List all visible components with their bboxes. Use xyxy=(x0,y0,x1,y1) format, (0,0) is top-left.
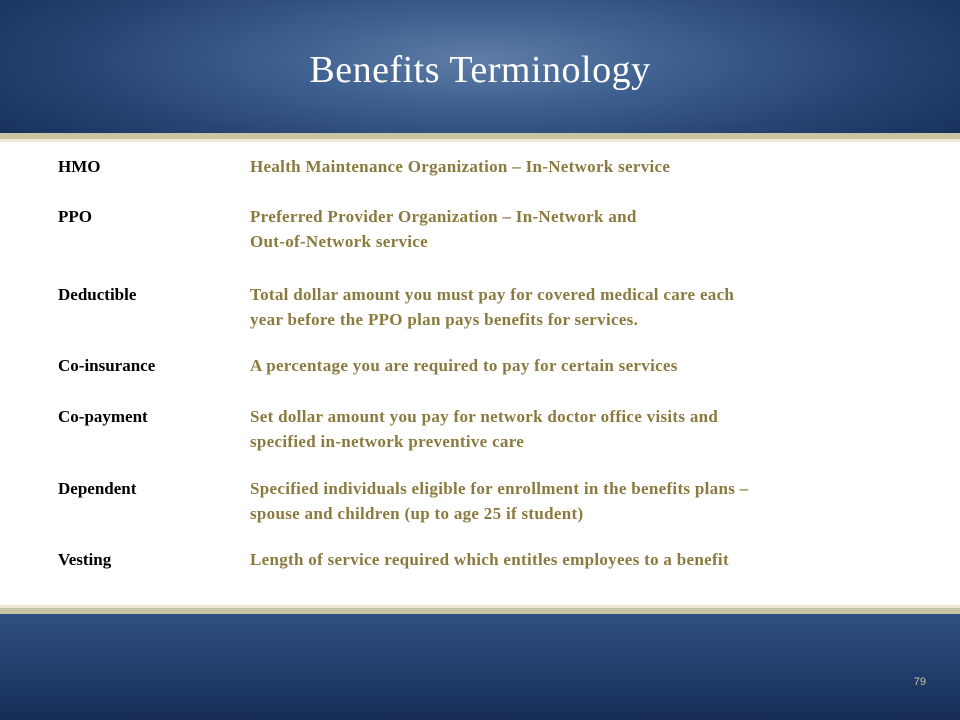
definition-line: Preferred Provider Organization – In-Network and xyxy=(250,207,637,226)
definition-line: Length of service required which entitles employees to a benefit xyxy=(250,550,729,569)
header-divider-light xyxy=(0,139,960,142)
definition-line: Out-of-Network service xyxy=(250,232,428,251)
term-definition xyxy=(250,282,910,332)
definition-line: specified in-network preventive care xyxy=(250,432,525,451)
term-definition xyxy=(250,404,910,454)
term-definition xyxy=(250,547,910,572)
definition-line: Specified individuals eligible for enrollment in the benefits plans – xyxy=(250,479,749,498)
term-label: PPO xyxy=(58,207,92,226)
slide-title: Benefits Terminology xyxy=(309,49,651,91)
term-label: Co-payment xyxy=(58,407,148,426)
term-label: Dependent xyxy=(58,479,137,498)
term-definition xyxy=(250,353,910,378)
definition-line: A percentage you are required to pay for certain services xyxy=(250,356,678,375)
term-label: Deductible xyxy=(58,285,137,304)
definition-line: Set dollar amount you pay for network doctor office visits and xyxy=(250,407,719,426)
term-definition xyxy=(250,476,910,526)
term-label: HMO xyxy=(58,157,101,176)
definition-line: spouse and children (up to age 25 if student) xyxy=(250,504,584,523)
term-label: Co-insurance xyxy=(58,356,156,375)
definition-line: Health Maintenance Organization – In-Network service xyxy=(250,157,671,176)
definition-line: Total dollar amount you must pay for covered medical care each xyxy=(250,285,735,304)
term-label: Vesting xyxy=(58,550,112,569)
slide-footer xyxy=(0,614,960,720)
term-definition xyxy=(250,154,910,179)
page-number: 79 xyxy=(913,676,926,688)
term-definition xyxy=(250,204,910,254)
definition-line: year before the PPO plan pays benefits for services. xyxy=(250,310,639,329)
